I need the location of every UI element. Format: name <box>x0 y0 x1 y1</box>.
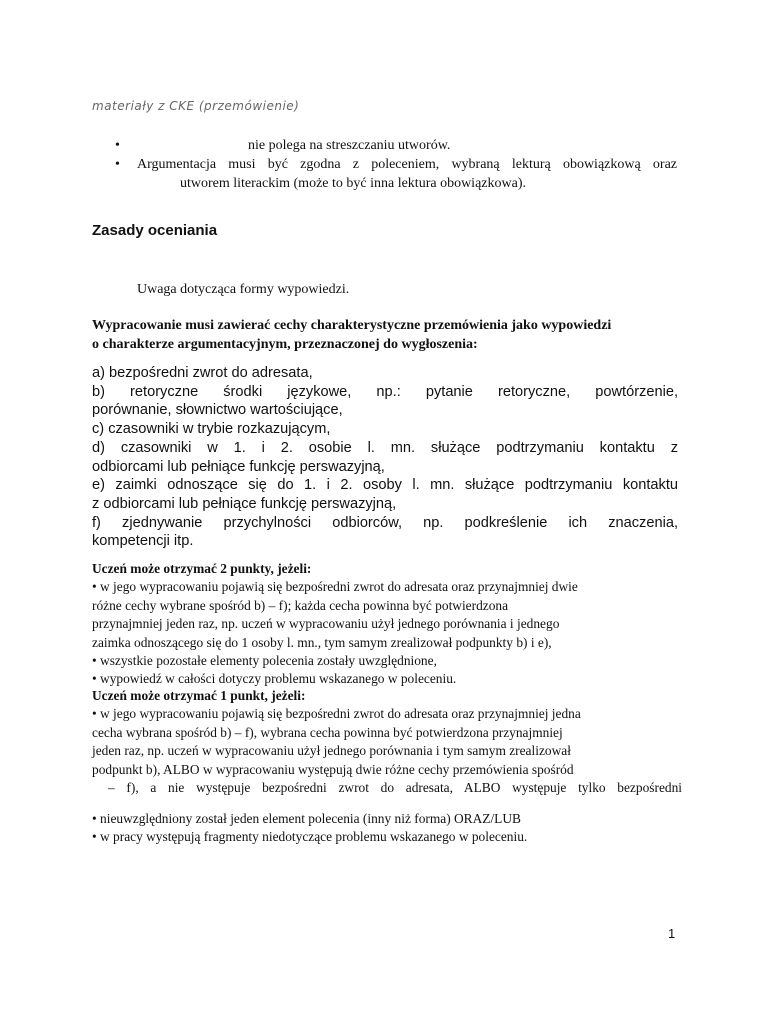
one-point-line: – f), a nie występuje bezpośredni zwrot do adresata, ALBO występuje tylko bezpośredni <box>108 780 682 796</box>
bullet-mark: • <box>115 157 120 172</box>
two-points-section <box>92 560 682 689</box>
criteria-line: kompetencji itp. <box>92 533 194 550</box>
extra-line: • w pracy występują fragmenty niedotyczące problemu wskazanego w poleceniu. <box>92 829 528 845</box>
bullet-text-1: nie polega na streszczaniu utworów. <box>248 138 451 153</box>
bullet-mark: • <box>115 138 120 153</box>
criteria-line: d) czasowniki w 1. i 2. osobie l. mn. służące podtrzymaniu kontaktu z <box>92 439 678 456</box>
criteria-line: porównanie, słownictwo wartościujące, <box>92 402 343 419</box>
two-points-line: • w jego wypracowaniu pojawią się bezpośredni zwrot do adresata oraz przynajmniej dwie <box>92 579 578 595</box>
criteria-line: c) czasowniki w trybie rozkazującym, <box>92 421 331 438</box>
criteria-line: e) zaimki odnoszące się do 1. i 2. osoby l. mn. służące podtrzymaniu kontaktu <box>92 477 678 494</box>
intro-line: Wypracowanie musi zawierać cechy charakterystyczne przemówienia jako wypowiedzi <box>92 318 612 333</box>
one-point-line: jeden raz, np. uczeń w wypracowaniu użył jednego porównania i tym samym zrealizował <box>92 743 571 759</box>
form-note: Uwaga dotycząca formy wypowiedzi. <box>137 282 350 297</box>
intro-paragraph <box>92 316 611 354</box>
two-points-line: różne cechy wybrane spośród b) – f); każda cecha powinna być potwierdzona <box>92 597 509 613</box>
two-points-line: zaimka odnoszącego się do 1 osoby l. mn., tym samym zrealizował podpunkty b) i e), <box>92 634 552 650</box>
criteria-line: z odbiorcami lub pełniące funkcję perswazyjną, <box>92 495 397 512</box>
one-point-line: podpunkt b), ALBO w wypracowaniu występują dwie różne cechy przemówienia spośród <box>92 761 574 777</box>
one-point-section <box>92 687 682 797</box>
extra-conditions <box>92 810 682 847</box>
criteria-line: odbiorcami lub pełniące funkcję perswazyjną, <box>92 458 385 475</box>
criteria-line: b) retoryczne środki językowe, np.: pytanie retoryczne, powtórzenie, <box>92 383 678 400</box>
two-points-line: przynajmniej jeden raz, np. uczeń w wypracowaniu użył jednego porównania i jednego <box>92 616 560 632</box>
one-point-line: cecha wybrana spośród b) – f), wybrana cecha powinna być potwierdzona przynajmniej <box>92 724 563 740</box>
criteria-line: a) bezpośredni zwrot do adresata, <box>92 365 313 381</box>
document-header: materiały z CKE (przemówienie) <box>92 99 300 113</box>
intro-line: o charakterze argumentacyjnym, przeznaczonej do wygłoszenia: <box>92 337 478 352</box>
two-points-line: • wszystkie pozostałe elementy polecenia zostały uwzględnione, <box>92 653 437 669</box>
one-point-line: • w jego wypracowaniu pojawią się bezpośredni zwrot do adresata oraz przynajmniej jedna <box>92 706 581 722</box>
section-heading: Zasady oceniania <box>92 222 218 239</box>
criteria-list <box>92 364 678 551</box>
extra-line: • nieuwzględniony został jeden element polecenia (inny niż forma) ORAZ/LUB <box>92 811 521 826</box>
two-points-line: • wypowiedź w całości dotyczy problemu wskazanego w poleceniu. <box>92 671 457 687</box>
one-point-title: Uczeń może otrzymać 1 punkt, jeżeli: <box>92 688 306 703</box>
two-points-title: Uczeń może otrzymać 2 punkty, jeżeli: <box>92 561 312 576</box>
bullet-text-2-line-2: utworem literackim (może to być inna lektura obowiązkowa). <box>180 176 526 191</box>
bullet-text-2-line-1: Argumentacja musi być zgodna z poleceniem, wybraną lekturą obowiązkową oraz <box>137 157 677 172</box>
criteria-line: f) zjednywanie przychylności odbiorców, np. podkreślenie ich znaczenia, <box>92 514 678 531</box>
page-number: 1 <box>668 926 676 941</box>
